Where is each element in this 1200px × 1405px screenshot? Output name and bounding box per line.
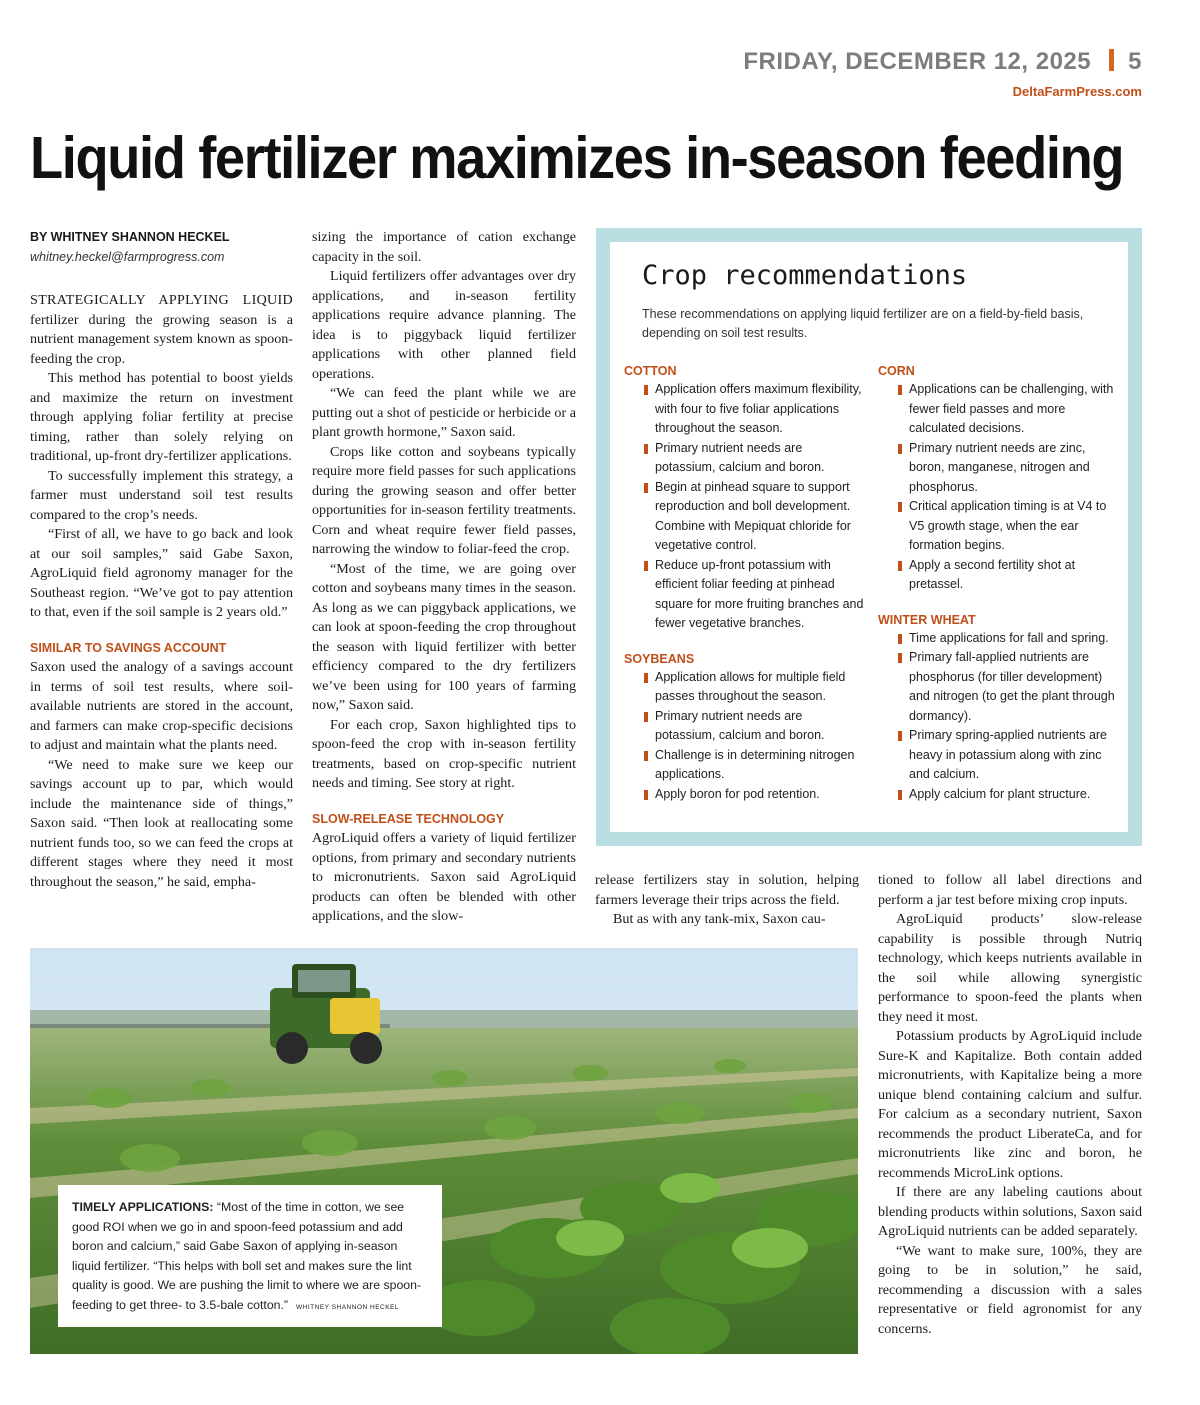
- article-column-1: [30, 228, 293, 892]
- list-item: Challenge is in determining nitrogen applications.: [624, 746, 864, 785]
- paragraph: release fertilizers stay in solution, helping farmers leverage their trips across the field.: [595, 872, 859, 908]
- paragraph: “We can feed the plant while we are putting out a shot of pesticide or herbicide or a plant growth hormone,” Saxon said.: [312, 385, 576, 440]
- paragraph: “First of all, we have to go back and look at our soil samples,” said Gabe Saxon, AgroLiquid field agronomy manager for the Southeast region. “We’ve got to pay attention to that, even if the soil sample is 2 years old.”: [30, 526, 293, 620]
- list-item: Apply a second fertility shot at pretassel.: [878, 556, 1118, 595]
- list-item: Primary fall-applied nutrients are phosphorus (for tiller development) and nitrogen (to get the plant through dormancy).: [878, 648, 1118, 726]
- crop-title-soybeans: SOYBEANS: [624, 651, 695, 666]
- list-item: Primary spring-applied nutrients are heavy in potassium along with zinc and calcium.: [878, 726, 1118, 785]
- headline: Liquid fertilizer maximizes in-season feeding: [30, 125, 1124, 191]
- subhead-savings: SIMILAR TO SAVINGS ACCOUNT: [30, 640, 227, 655]
- paragraph: To successfully implement this strategy, a farmer must understand soil test results compared to the crop’s needs.: [30, 467, 293, 523]
- crop-title-corn: CORN: [878, 364, 915, 378]
- paragraph: Crops like cotton and soybeans typically require more field passes for such applications during the growing season and offer better opportunities for in-season fertility treatments. Corn and wheat require fewer field passes, narrowing the window to foliar-feed the crop.: [312, 443, 576, 557]
- paragraph: AgroLiquid offers a variety of liquid fertilizer options, from primary and secondary nutrients to micronutrients. Saxon said AgroLiquid products can often be blended with other applications, and the slow-: [312, 830, 576, 924]
- paragraph: For each crop, Saxon highlighted tips to spoon-feed the crop with in-season fertility treatments, based on crop-specific nutrient needs and timing. See story at right.: [312, 716, 576, 791]
- soybeans-list: [624, 668, 864, 805]
- paragraph: If there are any labeling cautions about blending products within solutions, Saxon said AgroLiquid nutrients can be added separately.: [878, 1184, 1142, 1239]
- list-item: Primary nutrient needs are potassium, calcium and boron.: [624, 439, 864, 478]
- paragraph: Potassium products by AgroLiquid include Sure-K and Kapitalize. Both contain added micronutrients, with Kapitalize being a more unique blend containing calcium and sulfur. For calcium as a secondary nutrient, Saxon recommends the product LiberateCa, and for micronutrients like zinc and boron, he recommends MicroLink options.: [878, 1028, 1142, 1181]
- paragraph: Liquid fertilizers offer advantages over dry applications, and in-season fertility applications require advance planning. The idea is to piggyback liquid fertilizer applications with other planned field operations.: [312, 268, 576, 382]
- sidebar-title: Crop recommendations: [642, 260, 968, 291]
- sidebar-inner: [610, 242, 1128, 832]
- caption-text: “Most of the time in cotton, we see good ROI when we go in and spoon-feed potassium and add boron and calcium,” said Gabe Saxon of applying in-season liquid fertilizer. “This helps with boll set and makes sure the lint quality is good. We are pushing the limit to where we are spoon-feeding to get three- to 3.5-bale cotton.”: [72, 1200, 422, 1312]
- date-line: [743, 48, 1142, 76]
- photo-credit: WHITNEY SHANNON HECKEL: [296, 1303, 400, 1311]
- list-item: Apply boron for pod retention.: [624, 785, 864, 805]
- paragraph: But as with any tank-mix, Saxon cau-: [613, 911, 826, 927]
- list-item: Primary nutrient needs are potassium, calcium and boron.: [624, 707, 864, 746]
- author-email[interactable]: whitney.heckel@farmprogress.com: [30, 249, 225, 264]
- page-number: 5: [1128, 48, 1142, 75]
- paragraph: This method has potential to boost yields and maximize the return on investment through applying foliar fertility at precise timing, rather than solely relying on traditional, up-front dry-fertilizer applications.: [30, 370, 293, 464]
- paragraph: “We want to make sure, 100%, they are going to be in solution,” he said, recommending a discussion with a sales representative or field agronomist for any concerns.: [878, 1242, 1142, 1337]
- list-item: Application allows for multiple field passes throughout the season.: [624, 668, 864, 707]
- caption-label: TIMELY APPLICATIONS:: [72, 1200, 214, 1214]
- subhead-slow-release: SLOW-RELEASE TECHNOLOGY: [312, 811, 505, 826]
- paragraph: “Most of the time, we are going over cotton and soybeans many times in the season. As long as we can piggyback applications, we can look at spoon-feeding the crop throughout the season with liquid fertilizer with better efficiency compared to the dry fertilizers we’ve been using for 100 years of farming now,” Saxon said.: [312, 560, 576, 713]
- crop-recommendations-box: [596, 228, 1142, 846]
- paragraph: sizing the importance of cation exchange capacity in the soil.: [312, 229, 576, 265]
- site-link[interactable]: DeltaFarmPress.com: [1012, 84, 1142, 99]
- article-column-2: [312, 228, 576, 927]
- paragraph: Saxon used the analogy of a savings account in terms of soil test results, where soil-available nutrients are stored in the account, and farmers can make crop-specific decisions to adjust and maintain what the plants need.: [30, 659, 293, 753]
- separator-bar: [1109, 49, 1114, 71]
- corn-list: [878, 380, 1118, 595]
- paragraph: “We need to make sure we keep our savings account up to par, which would include the maintenance side of things,” Saxon said. “Then look at reallocating some nutrient funds too, so we can feed the crops at different stages where they need it most throughout the season,” he said, empha-: [30, 756, 293, 890]
- cotton-list: [624, 380, 864, 634]
- wheat-list: [878, 629, 1118, 805]
- list-item: Apply calcium for plant structure.: [878, 785, 1118, 805]
- article-column-3: [595, 871, 859, 930]
- sidebar-right-column: [878, 364, 1118, 804]
- sidebar-intro: These recommendations on applying liquid fertilizer are on a field-by-field basis, depending on soil test results.: [642, 307, 1084, 340]
- paragraph: AgroLiquid products’ slow-release capability is possible through Nutriq technology, which keeps nutrients available in the soil while allowing synergistic performance to spoon-feed the plants when they need it most.: [878, 911, 1142, 1025]
- crop-title-cotton: COTTON: [624, 364, 677, 378]
- crop-title-winter-wheat: WINTER WHEAT: [878, 612, 976, 627]
- masthead: [743, 48, 1142, 99]
- paragraph: STRATEGICALLY APPLYING LIQUID fertilizer during the growing season is a nutrient management system known as spoon-feeding the crop.: [30, 292, 293, 367]
- sidebar-left-column: [624, 364, 864, 804]
- byline: BY WHITNEY SHANNON HECKEL: [30, 230, 230, 244]
- photo-caption: [58, 1185, 442, 1327]
- list-item: Time applications for fall and spring.: [878, 629, 1118, 649]
- list-item: Reduce up-front potassium with efficient foliar feeding at pinhead square for more fruiting branches and fewer vegetative branches.: [624, 556, 864, 634]
- list-item: Application offers maximum flexibility, with four to five foliar applications throughout the season.: [624, 380, 864, 439]
- lead-in: STRATEGICALLY APPLYING LIQUID: [30, 292, 293, 308]
- issue-date: FRIDAY, DECEMBER 12, 2025: [743, 48, 1092, 75]
- list-item: Begin at pinhead square to support reproduction and boll development. Combine with Mepiquat chloride for vegetative control.: [624, 478, 864, 556]
- article-column-4: [878, 871, 1142, 1339]
- list-item: Critical application timing is at V4 to V5 growth stage, when the ear formation begins.: [878, 497, 1118, 556]
- list-item: Applications can be challenging, with fewer field passes and more calculated decisions.: [878, 380, 1118, 439]
- list-item: Primary nutrient needs are zinc, boron, manganese, nitrogen and phosphorus.: [878, 439, 1118, 498]
- paragraph: tioned to follow all label directions and perform a jar test before mixing crop inputs.: [878, 872, 1142, 908]
